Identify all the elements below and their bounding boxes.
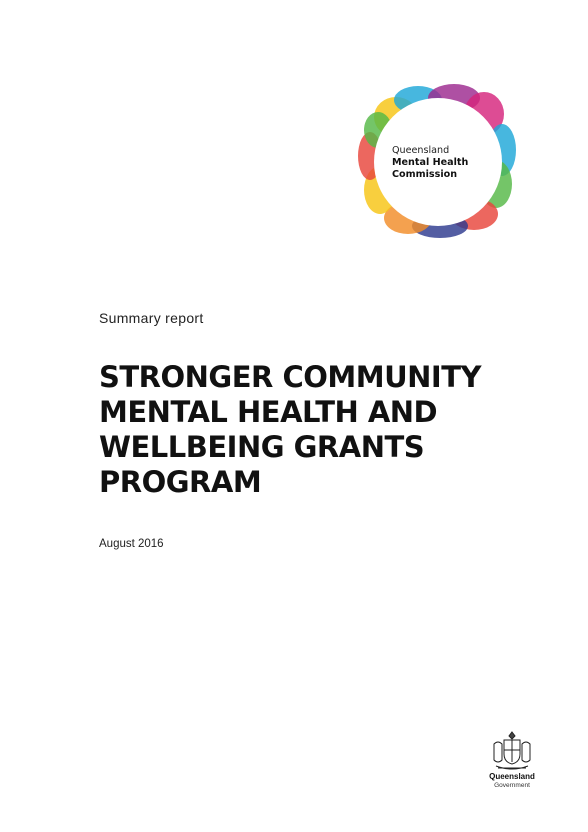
commission-logo	[356, 82, 522, 240]
logo-line-commission: Commission	[392, 169, 458, 180]
logo-line-queensland: Queensland	[392, 145, 450, 156]
title-line: PROGRAM	[99, 465, 262, 499]
crest-label-government: Government	[494, 782, 530, 789]
title-line: MENTAL HEALTH AND	[99, 395, 438, 429]
logo-line-mental-health: Mental Health	[392, 157, 469, 168]
publication-date: August 2016	[99, 538, 164, 550]
crest-label-queensland: Queensland	[489, 772, 535, 781]
report-type: Summary report	[99, 310, 204, 326]
document-title	[99, 360, 539, 500]
logo-wordmark	[392, 145, 468, 181]
queensland-government-crest	[488, 730, 536, 798]
title-line: WELLBEING GRANTS	[99, 430, 425, 464]
title-line: STRONGER COMMUNITY	[99, 360, 482, 394]
coat-of-arms-icon	[488, 730, 536, 772]
